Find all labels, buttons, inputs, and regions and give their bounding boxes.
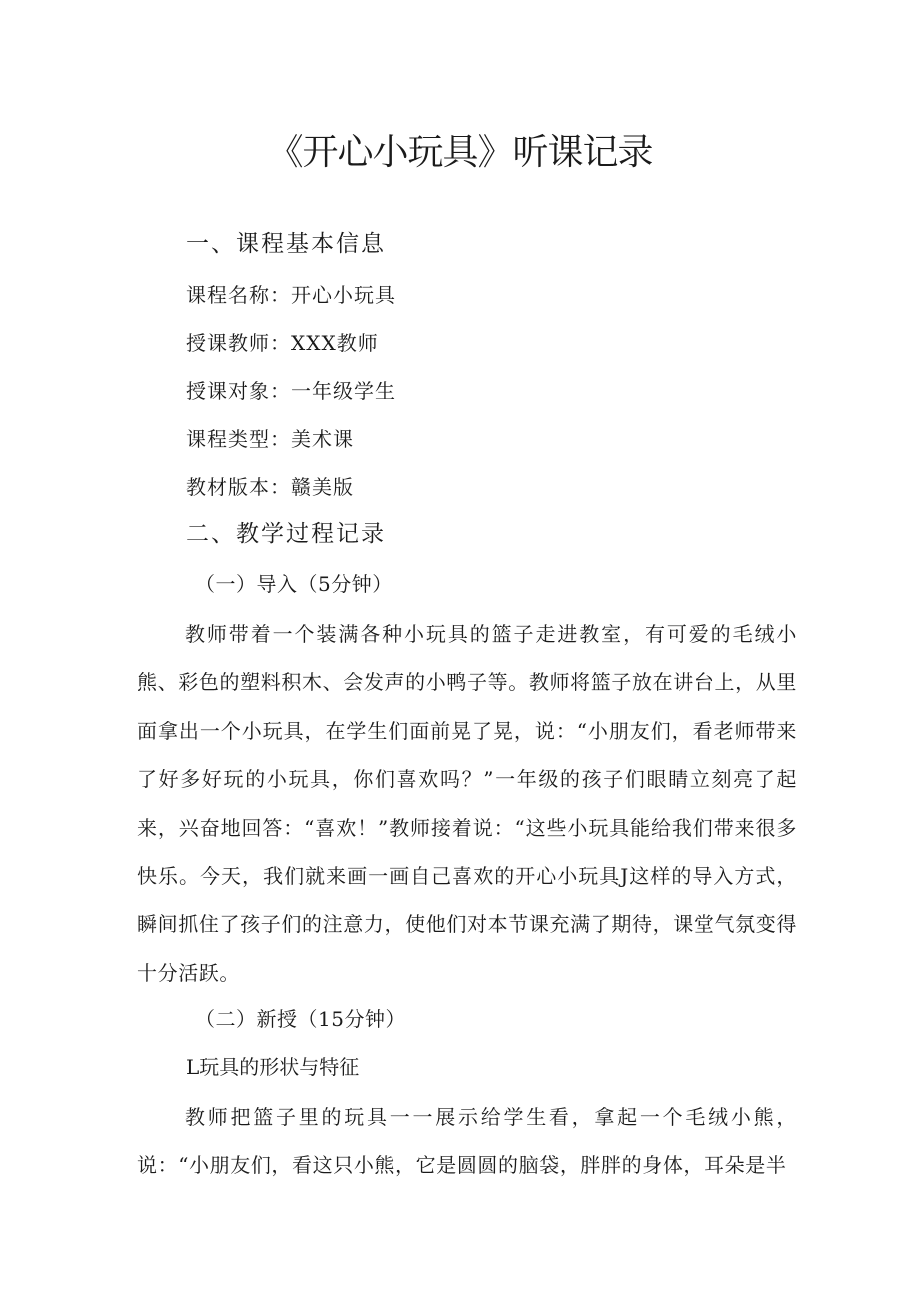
- topic-heading-toy-shapes: L玩具的形状与特征: [186, 1055, 360, 1079]
- section-heading-basic-info: 一、课程基本信息: [186, 231, 386, 257]
- section-heading-teaching-process: 二、教学过程记录: [186, 521, 386, 547]
- info-teacher: 授课教师：XXX教师: [186, 331, 379, 355]
- paragraph-introduction: 教师带着一个装满各种小玩具的篮子走进教室，有可爱的毛绒小熊、彩色的塑料积木、会发声的小鸭子等。教师将篮子放在讲台上，从里面拿出一个小玩具，在学生们面前晃了晃，说：“小朋友们，看老师带来了好多好玩的小玩具，你们喜欢吗？”一年级的孩子们眼睛立刻亮了起来，兴奋地回答：“喜欢！”教师接着说：“这些小玩具能给我们带来很多快乐。今天，我们就来画一画自己喜欢的开心小玩具J这样的导入方式，瞬间抓住了孩子们的注意力，使他们对本节课充满了期待，课堂气氛变得十分活跃。: [137, 622, 797, 985]
- info-audience: 授课对象：一年级学生: [186, 379, 396, 403]
- document-title: 《开心小玩具》听课记录: [267, 132, 653, 173]
- info-course-type: 课程类型：美术课: [186, 427, 354, 451]
- paragraph-new-lesson: 教师把篮子里的玩具一一展示给学生看，拿起一个毛绒小熊，说：“小朋友们，看这只小熊，它是圆圆的脑袋，胖胖的身体，耳朵是半: [137, 1105, 797, 1178]
- info-textbook: 教材版本：赣美版: [186, 475, 354, 499]
- info-course-name: 课程名称：开心小玩具: [186, 283, 396, 307]
- subsection-heading-new-lesson: （二）新授（15分钟）: [195, 1007, 406, 1031]
- subsection-heading-introduction: （一）导入（5分钟）: [195, 572, 393, 596]
